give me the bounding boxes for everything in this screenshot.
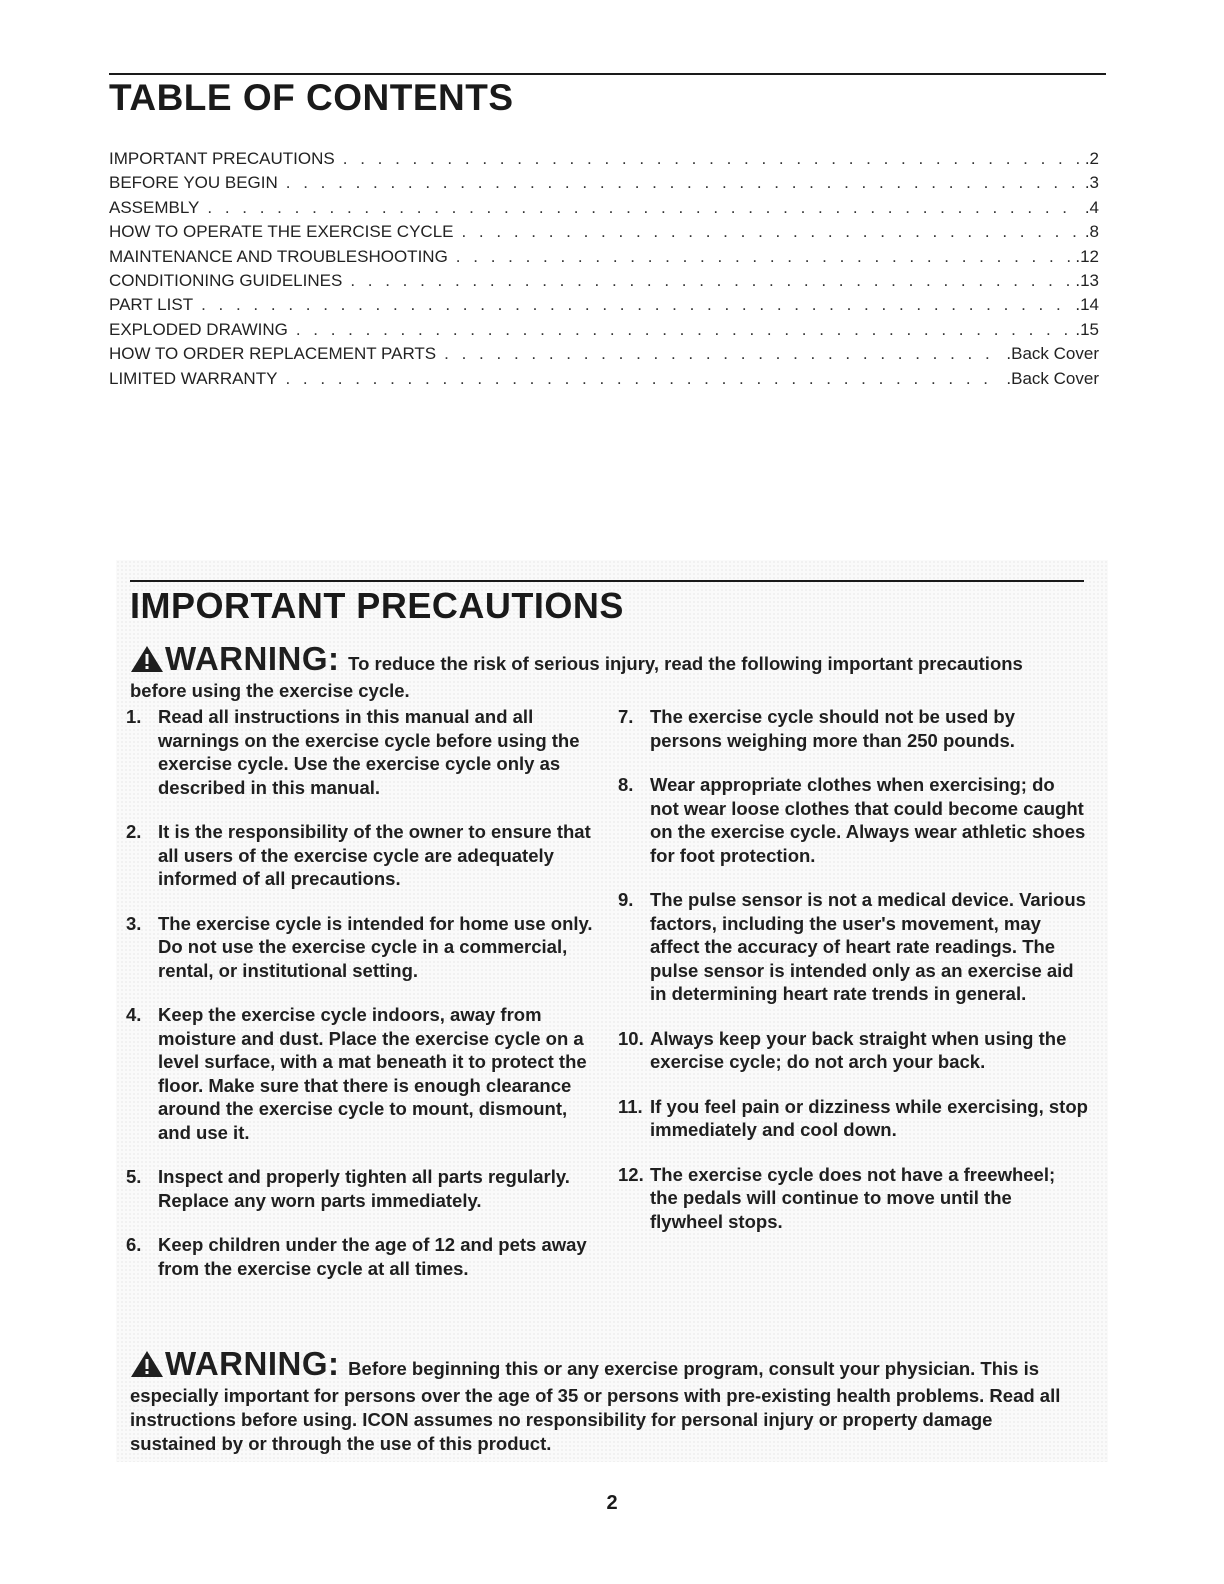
precaution-text: Inspect and properly tighten all parts regularly. Replace any worn parts immediately. (158, 1166, 570, 1211)
precautions-title: IMPORTANT PRECAUTIONS (130, 585, 624, 626)
toc-title: TABLE OF CONTENTS (109, 77, 514, 118)
toc-entry-page: .13 (1075, 270, 1099, 290)
warning-triangle-icon (130, 1350, 164, 1384)
toc-entry[interactable] (109, 318, 1099, 342)
warning-label: WARNING (165, 640, 328, 677)
precaution-text: The pulse sensor is not a medical device. Various factors, including the user's movement, may affect the accuracy of heart rate readings. The pulse sensor is intended only as an exercise aid in determining heart rate trends in general. (650, 889, 1086, 1004)
warning-block-bottom: WARNING: Before beginning this or any exercise program, consult your physician. This is especially important for persons over the age of 35 or persons with pre-existing health problems. Read all instructions before using. ICON assumes no responsibility for personal injury or property damage sustained by or through the use of this product. (130, 1345, 1061, 1454)
toc-entry-page: .12 (1075, 246, 1099, 266)
toc-list (109, 147, 1099, 391)
toc-leader-dots (296, 318, 1072, 342)
precaution-text: If you feel pain or dizziness while exercising, stop immediately and cool down. (650, 1095, 1088, 1140)
precaution-item (126, 1233, 596, 1280)
toc-entry-label: HOW TO ORDER REPLACEMENT PARTS (109, 344, 437, 364)
toc-leader-dots (207, 196, 1080, 220)
precaution-number: 2. (126, 821, 142, 842)
toc-entry-label: LIMITED WARRANTY (109, 368, 278, 388)
precaution-number: 1. (126, 706, 142, 727)
precautions-column-left (126, 705, 596, 1301)
toc-entry-label: HOW TO OPERATE THE EXERCISE CYCLE (109, 222, 454, 242)
toc-leader-dots (461, 220, 1080, 244)
toc-entry-page: .14 (1075, 295, 1099, 315)
toc-leader-dots (285, 367, 1002, 391)
warning-text: Before beginning this or any exercise program, consult your physician. This is especially important for persons over the age of 35 or persons with pre-existing health problems. Read all instructions before using. ICON assumes no responsibility for personal injury or property damage sustained by or through the use of this product. (130, 1358, 1061, 1454)
toc-leader-dots (343, 147, 1081, 171)
toc-entry[interactable] (109, 171, 1099, 195)
toc-entry-page: .2 (1084, 149, 1099, 168)
precaution-text: The exercise cycle should not be used by persons weighing more than 250 pounds. (650, 706, 1015, 751)
toc-entry-label: IMPORTANT PRECAUTIONS (109, 149, 335, 168)
precaution-number: 10. (618, 1027, 644, 1049)
toc-entry[interactable] (109, 196, 1099, 220)
warning-triangle-icon (130, 645, 164, 679)
precaution-text: Keep children under the age of 12 and pets away from the exercise cycle at all times. (158, 1234, 587, 1279)
toc-entry[interactable] (109, 269, 1099, 293)
precaution-item (126, 1165, 596, 1212)
toc-entry-page: .4 (1084, 197, 1099, 217)
precautions-column-right (618, 705, 1088, 1254)
toc-entry-label: EXPLODED DRAWING (109, 319, 288, 339)
toc-entry[interactable] (109, 245, 1099, 269)
toc-entry-label: ASSEMBLY (109, 197, 200, 217)
precaution-item (618, 705, 1088, 752)
toc-leader-dots (456, 245, 1072, 269)
precaution-item (618, 1163, 1088, 1234)
toc-entry[interactable] (109, 220, 1099, 244)
warning-text: To reduce the risk of serious injury, read the following important precautions before using the exercise cycle. (130, 653, 1023, 701)
toc-entry-page: .Back Cover (1006, 344, 1099, 364)
toc-entry-page: .15 (1075, 319, 1099, 339)
toc-entry-label: MAINTENANCE AND TROUBLESHOOTING (109, 246, 448, 266)
precaution-number: 11. (618, 1095, 643, 1117)
toc-entry-page: .Back Cover (1006, 368, 1099, 388)
toc-entry-label: PART LIST (109, 295, 194, 315)
precaution-number: 7. (618, 706, 634, 727)
precaution-number: 8. (618, 774, 634, 795)
toc-entry[interactable] (109, 147, 1099, 171)
precaution-text: Keep the exercise cycle indoors, away from moisture and dust. Place the exercise cycle on a level surface, with a mat beneath it to protect the floor. Make sure that there is enough clearance around the exercise cycle to mount, dismount, and use it. (158, 1004, 587, 1143)
precaution-item (126, 1003, 596, 1144)
toc-leader-dots (444, 342, 1002, 366)
precaution-number: 12. (618, 1163, 644, 1185)
precaution-item (618, 888, 1088, 1006)
precaution-text: It is the responsibility of the owner to ensure that all users of the exercise cycle are adequately informed of all precautions. (158, 821, 591, 889)
precaution-item (618, 1095, 1088, 1142)
warning-block-top: WARNING: To reduce the risk of serious injury, read the following important precautions before using the exercise cycle. (130, 640, 1023, 701)
precautions-top-rule (130, 580, 1084, 582)
precaution-item (126, 820, 596, 891)
precaution-item (126, 912, 596, 983)
precaution-number: 6. (126, 1234, 142, 1255)
precaution-number: 4. (126, 1004, 142, 1025)
toc-leader-dots (201, 293, 1071, 317)
precaution-item (618, 773, 1088, 867)
precaution-item (126, 705, 596, 799)
precaution-text: Wear appropriate clothes when exercising; do not wear loose clothes that could become caught on the exercise cycle. Always wear athletic shoes for foot protection. (650, 774, 1086, 866)
page-number: 2 (606, 1492, 618, 1514)
toc-entry-page: .3 (1084, 173, 1099, 193)
toc-entry-page: .8 (1084, 222, 1099, 242)
precaution-item (618, 1027, 1088, 1074)
toc-entry-label: CONDITIONING GUIDELINES (109, 270, 343, 290)
toc-top-rule (109, 73, 1106, 75)
precaution-text: The exercise cycle is intended for home use only. Do not use the exercise cycle in a commercial, rental, or institutional setting. (158, 912, 593, 981)
toc-leader-dots (350, 269, 1071, 293)
precaution-text: Read all instructions in this manual and all warnings on the exercise cycle before using the exercise cycle. Use the exercise cycle only as described in this manual. (158, 706, 580, 798)
toc-entry[interactable] (109, 367, 1099, 391)
precaution-number: 9. (618, 889, 634, 910)
warning-label: WARNING (165, 1345, 328, 1382)
precaution-text: The exercise cycle does not have a freewheel; the pedals will continue to move until the flywheel stops. (650, 1163, 1056, 1232)
precaution-number: 5. (126, 1166, 142, 1187)
toc-leader-dots (286, 171, 1081, 195)
toc-entry-label: BEFORE YOU BEGIN (109, 173, 278, 193)
toc-entry[interactable] (109, 293, 1099, 317)
precaution-text: Always keep your back straight when using the exercise cycle; do not arch your back. (650, 1027, 1067, 1072)
toc-entry[interactable] (109, 342, 1099, 366)
precaution-number: 3. (126, 912, 142, 934)
